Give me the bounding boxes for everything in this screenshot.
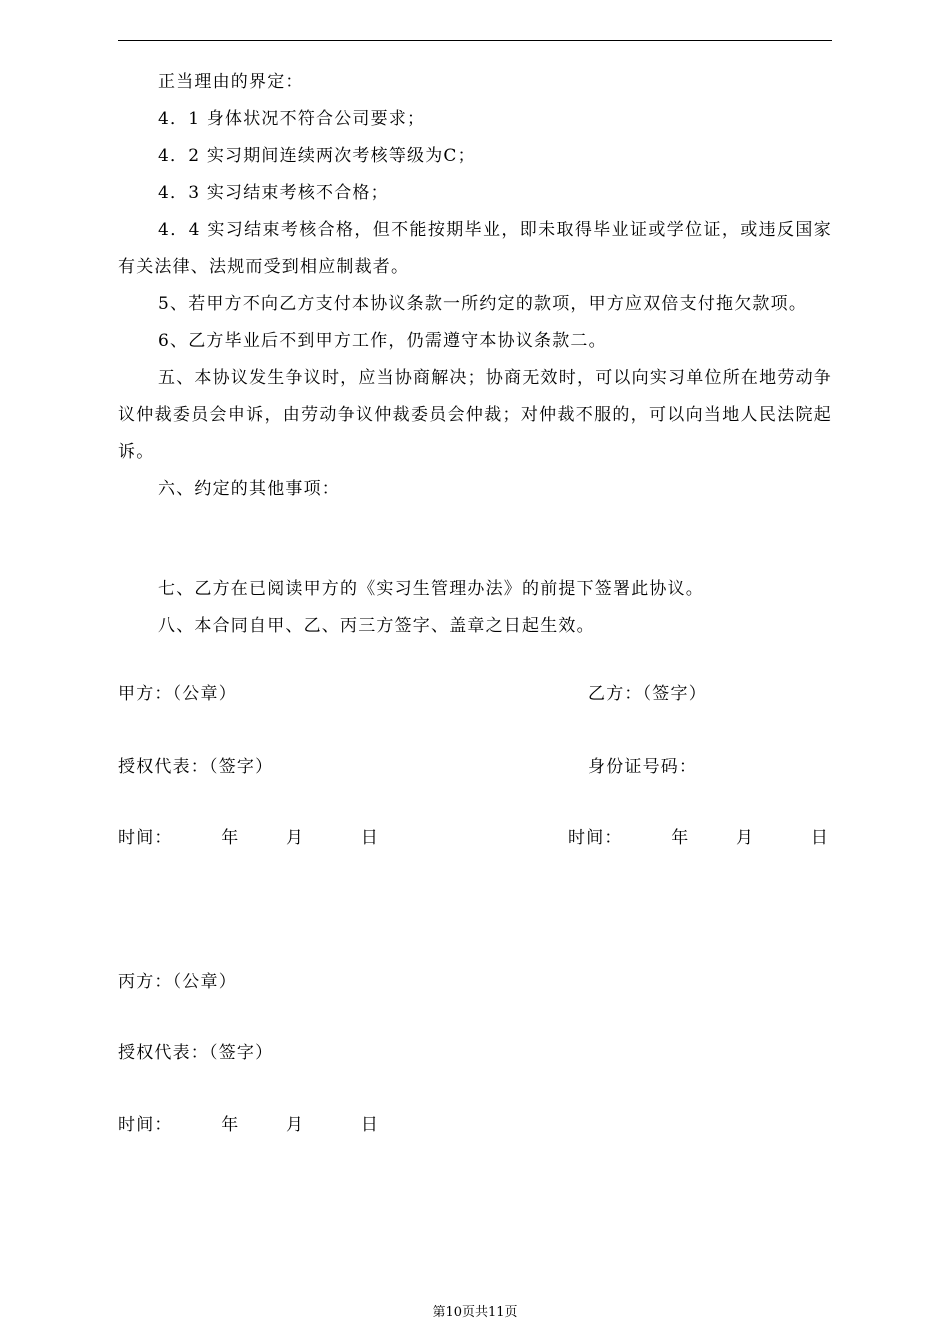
party-c-seal-label: 丙方：（公章） — [118, 972, 237, 992]
paragraph-4-4: 4．4 实习结束考核合格，但不能按期毕业，即未取得毕业证或学位证，或违反国家有关法律、法规而受到相应制裁者。 — [118, 220, 832, 277]
month-label: 月 — [736, 828, 755, 848]
paragraph-article-8: 八、本合同自甲、乙、丙三方签字、盖章之日起生效。 — [158, 616, 595, 636]
time-label: 时间： — [118, 828, 173, 848]
time-label: 时间： — [568, 828, 623, 848]
party-a-seal-label: 甲方：（公章） — [118, 684, 237, 704]
paragraph-4-3: 4．3 实习结束考核不合格； — [158, 183, 389, 203]
paragraph-4-1: 4．1 身体状况不符合公司要求； — [158, 109, 426, 129]
agreement-body — [118, 64, 832, 645]
time-label: 时间： — [118, 1115, 173, 1135]
day-label: 日 — [360, 828, 380, 848]
year-label: 年 — [671, 828, 690, 848]
paragraph-article-6: 六、约定的其他事项： — [158, 479, 340, 499]
party-b-date-line — [568, 826, 829, 850]
day-label: 日 — [810, 828, 830, 848]
paragraph-6: 6、乙方毕业后不到甲方工作，仍需遵守本协议条款二。 — [158, 331, 607, 351]
paragraph-5: 5、若甲方不向乙方支付本协议条款一所约定的款项，甲方应双倍支付拖欠款项。 — [158, 294, 808, 314]
party-a-representative-label: 授权代表：（签字） — [118, 757, 274, 777]
day-label: 日 — [360, 1115, 380, 1135]
page-number-footer: 第10页共11页 — [432, 1305, 518, 1320]
month-label: 月 — [286, 1115, 305, 1135]
paragraph-justification-definition: 正当理由的界定： — [158, 72, 304, 92]
party-b-signature-label: 乙方：（签字） — [588, 684, 707, 704]
header-rule — [118, 40, 832, 41]
party-c-date-line — [118, 1113, 379, 1137]
party-b-id-number-label: 身份证号码： — [588, 757, 698, 777]
paragraph-article-7: 七、乙方在已阅读甲方的《实习生管理办法》的前提下签署此协议。 — [158, 579, 704, 599]
year-label: 年 — [221, 1115, 240, 1135]
year-label: 年 — [221, 828, 240, 848]
month-label: 月 — [286, 828, 305, 848]
paragraph-4-2: 4．2 实习期间连续两次考核等级为C； — [158, 146, 476, 166]
party-c-representative-label: 授权代表：（签字） — [118, 1043, 274, 1063]
paragraph-article-5: 五、本协议发生争议时，应当协商解决；协商无效时，可以向实习单位所在地劳动争议仲裁委员会申诉，由劳动争议仲裁委员会仲裁；对仲裁不服的，可以向当地人民法院起诉。 — [118, 368, 832, 462]
party-a-date-line — [118, 826, 379, 850]
blank-space — [118, 508, 832, 571]
